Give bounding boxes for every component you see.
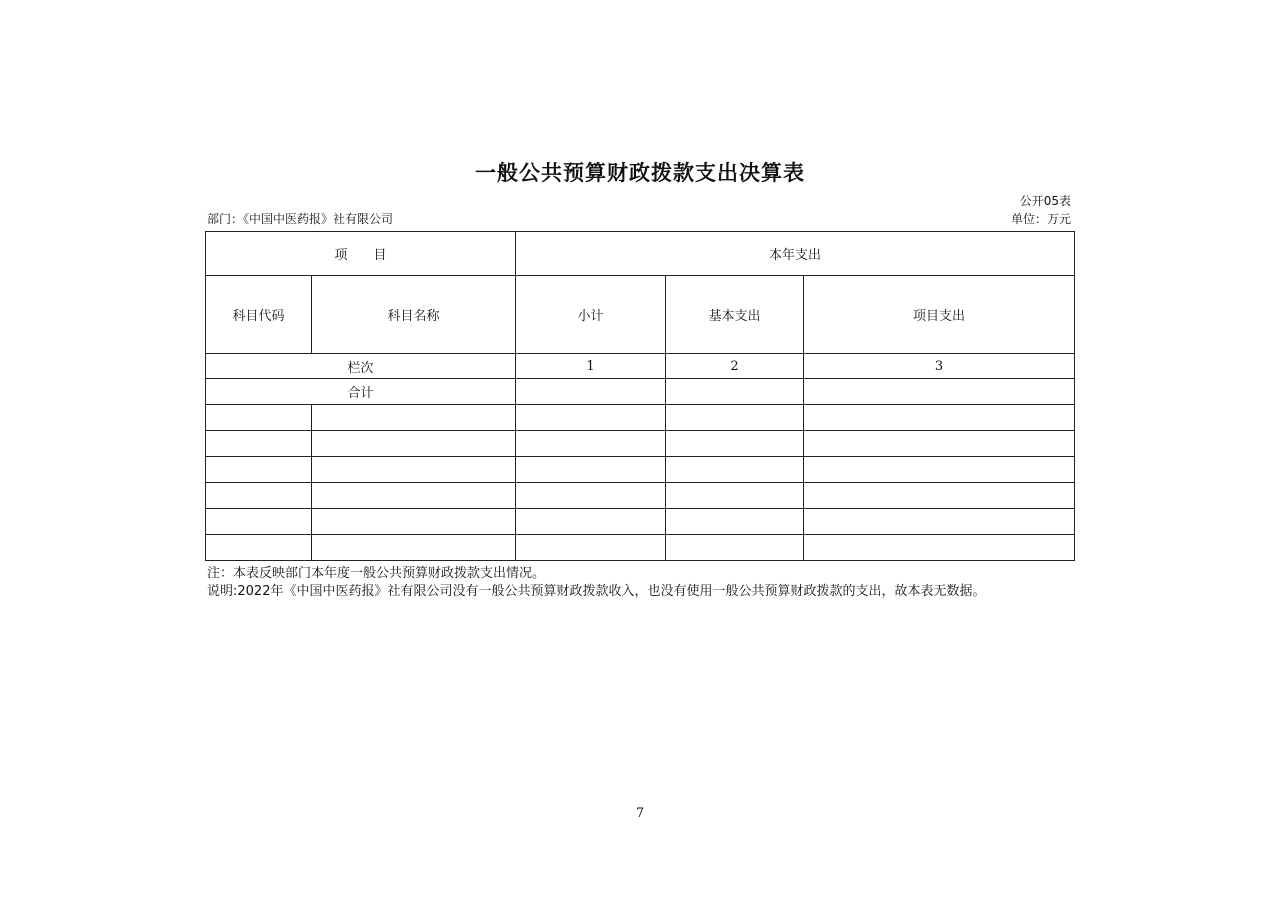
table-cell — [666, 483, 804, 509]
col-header-name: 科目名称 — [312, 276, 516, 354]
department-label: 部门：《中国中医药报》社有限公司 — [207, 212, 394, 226]
table-cell — [516, 431, 666, 457]
table-cell — [516, 509, 666, 535]
total-row — [206, 379, 1075, 405]
table-cell — [206, 457, 312, 483]
header-item: 项 目 — [206, 232, 516, 276]
col-header-basic: 基本支出 — [666, 276, 804, 354]
table-cell — [312, 509, 516, 535]
table-cell — [804, 405, 1075, 431]
table-explanation: 说明:2022年《中国中医药报》社有限公司没有一般公共预算财政拨款收入，也没有使用一般公共预算财政拨款的支出，故本表无数据。 — [207, 584, 986, 599]
column-number-1: 1 — [516, 354, 666, 379]
table-row — [206, 509, 1075, 535]
total-project-cell — [804, 379, 1075, 405]
table-cell — [804, 457, 1075, 483]
table-cell — [666, 405, 804, 431]
header-row-top — [206, 232, 1075, 276]
table-cell — [516, 535, 666, 561]
table-cell — [312, 431, 516, 457]
table-cell — [666, 457, 804, 483]
table-row — [206, 483, 1075, 509]
table-cell — [312, 535, 516, 561]
table-row — [206, 405, 1075, 431]
table-row — [206, 535, 1075, 561]
unit-label: 单位：万元 — [1010, 212, 1071, 226]
table-cell — [206, 535, 312, 561]
table-cell — [206, 483, 312, 509]
column-number-3: 3 — [804, 354, 1075, 379]
col-header-code: 科目代码 — [206, 276, 312, 354]
table-cell — [804, 483, 1075, 509]
table-row — [206, 431, 1075, 457]
table-cell — [312, 483, 516, 509]
table-cell — [666, 431, 804, 457]
table-cell — [666, 535, 804, 561]
table-cell — [666, 509, 804, 535]
col-header-subtotal: 小计 — [516, 276, 666, 354]
header-expense: 本年支出 — [516, 232, 1075, 276]
expenditure-table — [205, 231, 1075, 561]
table-cell — [312, 405, 516, 431]
table-cell — [206, 431, 312, 457]
total-subtotal-cell — [516, 379, 666, 405]
table-row — [206, 457, 1075, 483]
notes-block — [207, 565, 1073, 601]
table-cell — [516, 457, 666, 483]
table-cell — [206, 405, 312, 431]
table-cell — [312, 457, 516, 483]
table-note: 注：本表反映部门本年度一般公共预算财政拨款支出情况。 — [207, 566, 546, 581]
column-number-2: 2 — [666, 354, 804, 379]
table-cell — [516, 405, 666, 431]
form-number: 公开05表 — [1019, 194, 1071, 208]
table-cell — [804, 535, 1075, 561]
page-title: 一般公共预算财政拨款支出决算表 — [475, 160, 805, 185]
table-cell — [804, 431, 1075, 457]
total-basic-cell — [666, 379, 804, 405]
col-header-project: 项目支出 — [804, 276, 1075, 354]
header-row-columns — [206, 276, 1075, 354]
page-number: 7 — [635, 806, 645, 821]
table-cell — [804, 509, 1075, 535]
table-cell — [516, 483, 666, 509]
column-number-label: 栏次 — [206, 354, 516, 379]
table-cell — [206, 509, 312, 535]
column-number-row — [206, 354, 1075, 379]
total-label: 合计 — [206, 379, 516, 405]
